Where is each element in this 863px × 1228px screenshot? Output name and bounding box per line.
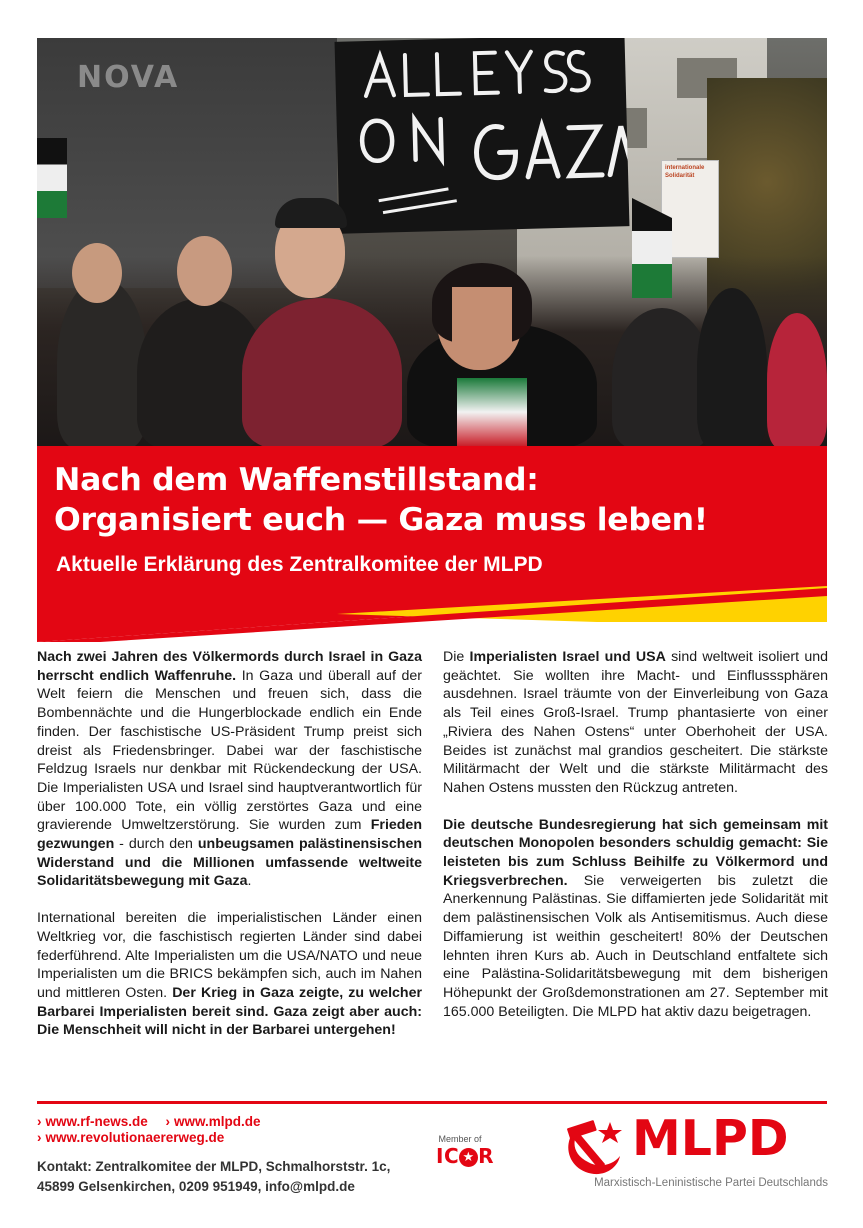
link-rf-news[interactable]: www.rf-news.de (45, 1114, 148, 1129)
palestine-scarf (457, 378, 527, 446)
headline-banner (37, 446, 827, 642)
icor-name: IC ★ R (436, 1144, 495, 1168)
flag-left (37, 138, 67, 218)
paragraph: International bereiten die imperialistischen Länder einen Weltkrieg vor, die faschistisch regierten Länder sind dabei federführend. Alte Imperialisten um die USA/NATO und neue Imperialisten um die BRICS bekämpfen sich, auch im Nahen und mittleren Osten. Der Krieg in Gaza zeigte, zu welcher Barbarei Imperialisten bereit sind. Gaza zeigt aber auch: Die Menschheit will nicht in der Barbarei untergehen! (37, 910, 422, 1039)
paragraph: Nach zwei Jahren des Völkermords durch Israel in Gaza herrscht endlich Waffenruhe. In Gaza und überall auf der Welt feiern die Menschen und freuen sich, dass die Bombennächte und die Hungerblockade endlich ein Ende finden. Der faschistische US-Präsident Trump preist sich dreist als Friedensbringer. Dabei war der faschistische Feldzug Israels nur denkbar mit Rückendeckung der USA. Die Imperialisten USA und Israel sind hauptverantwortlich für über 100.000 Tote, ein völlig zerstörtes Gaza und eine gravierende Umweltzerstörung. Sie wurden zum Frieden gezwungen - durch den unbeugsamen palästinensischen Widerstand und die Millionen umfassende weltweite Solidaritätsbewegung mit Gaza. (37, 649, 423, 890)
hero-photo (37, 38, 827, 446)
link-revolutionaerer-weg[interactable]: www.revolutionaererweg.de (45, 1130, 225, 1145)
storefront-lettering: NOVA (77, 60, 180, 95)
arrow-right-icon: › (165, 1114, 171, 1129)
arrow-right-icon: › (37, 1130, 42, 1145)
mlpd-logo: MLPD Marxistisch-Leninistische Partei Deutschlands (560, 1116, 828, 1196)
footer-divider (37, 1101, 827, 1104)
protest-sign (335, 38, 630, 234)
icor-logo: Member of IC ★ R (436, 1134, 495, 1168)
subheadline: Aktuelle Erklärung des Zentralkomitee der MLPD (56, 553, 543, 576)
arrow-right-icon: › (37, 1114, 42, 1129)
background-sign: internationale Solidarität (661, 160, 719, 258)
footer-links (37, 1114, 275, 1146)
star-icon: ★ (459, 1148, 478, 1167)
left-column (37, 648, 422, 1058)
person-left (57, 278, 147, 446)
right-column (443, 648, 828, 1039)
headline: Nach dem Waffenstillstand: Organisiert euch — Gaza muss leben! (54, 462, 708, 538)
person-red-shirt (242, 298, 402, 446)
paragraph: Die Imperialisten Israel und USA sind weltweit isoliert und geächtet. Sie wollten ihre Macht- und Einflusssphären ausdehnen. Israel träumte von der Einverleibung von Gaza als Teil eines Groß-Israel. Trump phantasierte von einer „Riviera des Nahen Ostens“ unter Oberhoheit der USA. Beides ist zunächst mal grandios gescheitert. Die stärkste Militärmacht der Welt und die stärkste Militärmacht des Nahen Ostens mussten den Rückzug antreten. (443, 649, 828, 796)
link-mlpd[interactable]: www.mlpd.de (174, 1114, 261, 1129)
paragraph: Die deutsche Bundesregierung hat sich gemeinsam mit deutschen Monopolen besonders schuldig gemacht: Sie leisteten bis zum Schluss Beihilfe zu Völkermord und Kriegsverbrechen. Sie verweigerten bis zuletzt die Anerkennung Palästinas. Sie diffamierten jede Solidarität mit dem palästinensischen Volk als Antisemitismus. Auch diese Diffamierung ist weithin gescheitert! 80% der Deutschen lehnten ihren Kurs ab. Auch in Deutschland entfaltete sich eine Palästina-Solidaritätsbewegung mit dem bisherigen Höhepunkt der Großdemonstrationen am 27. September mit 165.000 Beteiligten. Die MLPD hat aktiv dazu beigetragen. (443, 816, 828, 1020)
contact-info: Kontakt: Zentralkomitee der MLPD, Schmalhorststr. 1c, 45899 Gelsenkirchen, 0209 951949, info@mlpd.de (37, 1159, 391, 1194)
hammer-sickle-icon (562, 1120, 624, 1178)
